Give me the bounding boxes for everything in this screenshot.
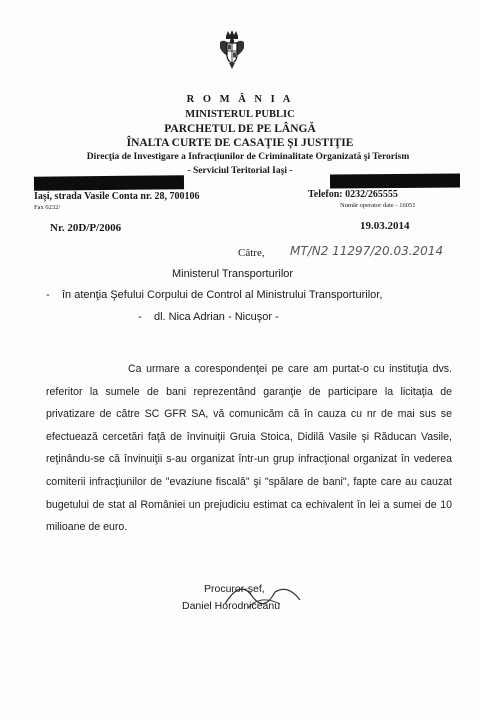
header-service: - Serviciul Teritorial Iaşi - [187,166,293,176]
recipient-dash-1: - [46,289,50,301]
header-court: ÎNALTA CURTE DE CASAŢIE ŞI JUSTIŢIE [126,137,354,149]
recipient-to-label: Către, [238,247,265,259]
header-direction: Direcţia de Investigare a Infracţiunilor de Criminalitate Organizată şi Terorism [86,152,410,162]
recipient-line-2-text: în atenţia Şefului Corpului de Control al Ministrului Transporturilor, [62,289,383,301]
handwritten-note-text: MT/N2 11297/20.03.2014 [290,244,444,258]
recipient-dash-2: - [138,311,142,323]
signature-name: Daniel Horodniceanu [182,600,281,612]
recipient-line-1: Ministerul Transporturilor [172,268,294,280]
body-paragraph: Ca urmare a corespondenţei pe care am purtat-o cu instituţia dvs. referitor la sumele de bani reprezentând garanţie de participare la licitaţia de privatizare de către SC GFR SA, vă comunicăm că în cauza cu nr de mai sus se efectuează cercetări faţă de învinuiţii Gruia Stoica, Didilă Vasile şi Răducan Vasile, reţinându-se că învinuiţii s-au organizat într-un grup infracţional organizat în vederea comiterii infracţiunilor de "evaziune fiscală" şi "spălare de bani", fapte care au cauzat bugetului de stat al României un prejudiciu estimat ca echivalent în lei a sumei de 10 milioane de euro. [46,363,452,534]
signature-title: Procuror-şef, [204,583,265,595]
contact-operator-date: Număr operator date - 16051 [340,202,416,209]
document-number: Nr. 20D/P/2006 [50,222,122,234]
recipient-line-3 [138,311,279,323]
contact-address: Iaşi, strada Vasile Conta nr. 28, 700106 [34,191,200,202]
document-date: 19.03.2014 [360,220,410,232]
contact-fax: Fax 0232/ [34,204,61,211]
recipient-line-3-text: dl. Nica Adrian - Nicuşor - [154,311,279,323]
header-ministry: MINISTERUL PUBLIC [185,109,295,120]
recipient-line-2 [46,289,382,301]
header-parchet: PARCHETUL DE PE LÂNGĂ [164,123,316,135]
handwritten-registration-note [290,240,465,262]
redaction-bar-right [330,174,460,189]
coat-of-arms-icon [218,30,246,70]
header-country: R O M Â N I A [186,94,294,105]
redaction-bar-left [34,175,184,191]
contact-phone: Telefon: 0232/265555 [308,189,398,200]
